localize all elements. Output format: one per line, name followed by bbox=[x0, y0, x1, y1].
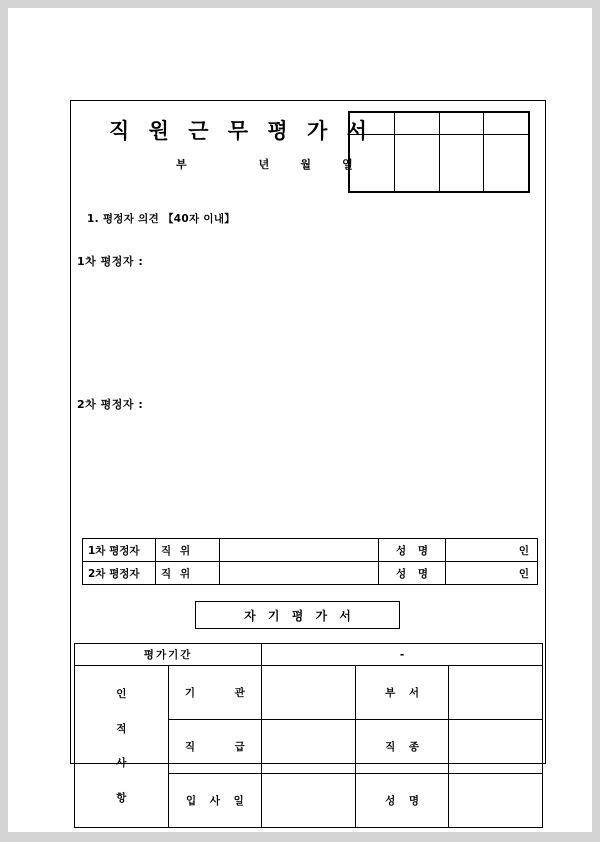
info-value-name[interactable] bbox=[449, 774, 543, 828]
signature-name-seal-cell[interactable]: 인 bbox=[446, 562, 538, 585]
approval-grid-header-cell[interactable] bbox=[484, 113, 529, 135]
evaluation-period-value[interactable]: - bbox=[262, 644, 543, 666]
vertical-header-char: 항 bbox=[116, 791, 127, 804]
second-evaluator-opinion-prompt[interactable]: 2차 평정자 : bbox=[77, 398, 144, 411]
signature-role-label: 2차 평정자 bbox=[83, 562, 156, 585]
signature-name-label: 성 명 bbox=[379, 539, 446, 562]
info-value-department[interactable] bbox=[449, 666, 543, 720]
personal-info-vertical-header bbox=[75, 666, 169, 828]
approval-grid-header-cell[interactable] bbox=[350, 113, 395, 135]
document-frame bbox=[70, 100, 546, 807]
signature-name-label: 성 명 bbox=[379, 562, 446, 585]
approval-grid-header-cell[interactable] bbox=[394, 113, 439, 135]
self-evaluation-banner: 자 기 평 가 서 bbox=[195, 601, 400, 629]
page-subtitle-date-line: 부 년 월 일 bbox=[176, 158, 355, 171]
table-row bbox=[75, 666, 543, 720]
signature-position-value[interactable] bbox=[220, 562, 379, 585]
signature-position-label: 직 위 bbox=[156, 562, 220, 585]
info-label-rank: 직 급 bbox=[168, 720, 262, 774]
evaluator-signature-table bbox=[82, 538, 538, 585]
approval-grid-header-cell[interactable] bbox=[439, 113, 484, 135]
approval-grid-header-row bbox=[350, 113, 529, 135]
first-evaluator-opinion-prompt[interactable]: 1차 평정자 : bbox=[77, 255, 144, 268]
approval-grid-signature-cell[interactable] bbox=[484, 135, 529, 192]
info-label-organization: 기 관 bbox=[168, 666, 262, 720]
signature-role-label: 1차 평정자 bbox=[83, 539, 156, 562]
info-value-organization[interactable] bbox=[262, 666, 356, 720]
info-label-department: 부 서 bbox=[355, 666, 449, 720]
approval-grid-signature-cell[interactable] bbox=[439, 135, 484, 192]
evaluation-period-row bbox=[75, 644, 543, 666]
signature-position-value[interactable] bbox=[220, 539, 379, 562]
info-value-hire-date[interactable] bbox=[262, 774, 356, 828]
info-label-name: 성 명 bbox=[355, 774, 449, 828]
table-row bbox=[83, 539, 538, 562]
section-heading-evaluator-opinion: 1. 평정자 의견 【40자 이내】 bbox=[87, 213, 236, 225]
personal-info-table bbox=[74, 643, 543, 828]
info-label-hire-date: 입 사 일 bbox=[168, 774, 262, 828]
page-title: 직 원 근 무 평 가 서 bbox=[109, 119, 373, 143]
approval-stamp-grid bbox=[348, 111, 530, 193]
vertical-header-char: 적 bbox=[116, 722, 127, 735]
approval-grid-signature-cell[interactable] bbox=[394, 135, 439, 192]
info-label-job-type: 직 종 bbox=[355, 720, 449, 774]
vertical-header-char: 인 bbox=[116, 688, 127, 700]
vertical-header-char: 사 bbox=[116, 757, 127, 769]
approval-grid-signature-cell[interactable] bbox=[350, 135, 395, 192]
table-row bbox=[83, 562, 538, 585]
info-value-rank[interactable] bbox=[262, 720, 356, 774]
approval-grid-signature-row bbox=[350, 135, 529, 192]
info-value-job-type[interactable] bbox=[449, 720, 543, 774]
paper-sheet bbox=[8, 8, 592, 832]
signature-position-label: 직 위 bbox=[156, 539, 220, 562]
signature-name-seal-cell[interactable]: 인 bbox=[446, 539, 538, 562]
evaluation-period-label: 평가기간 bbox=[75, 644, 262, 666]
